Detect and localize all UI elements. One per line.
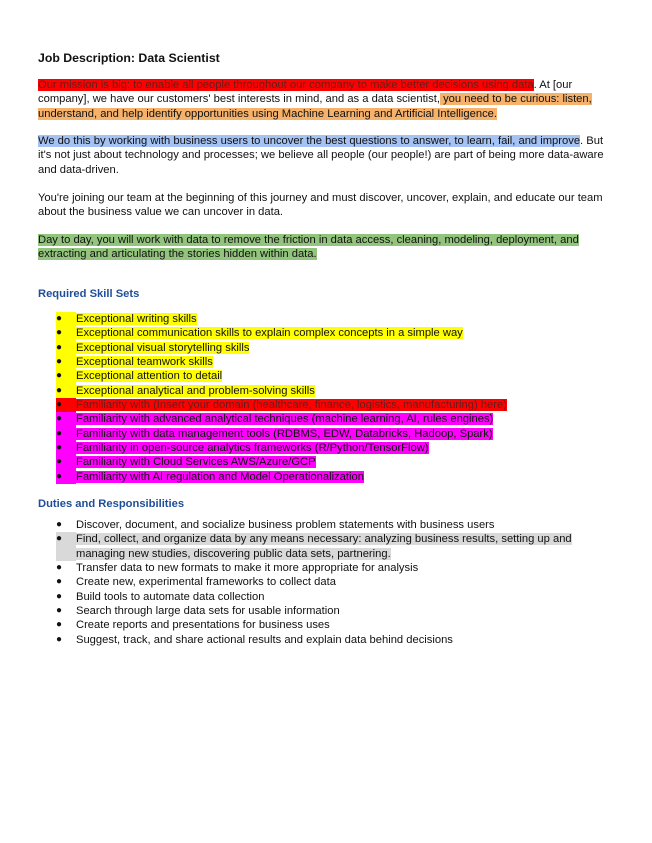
bullet-icon: ● [56,327,63,339]
bullet-icon: ● [56,413,63,425]
skill-item-text: Familiarity with AI regulation and Model Operationalization [76,470,364,483]
mission-highlight-red: Our mission is big: to enable all people throughout our company to make better decisions using data [38,79,534,91]
mission-highlight-orange: you need to be curious: listen, understand, and help identify opportunities using Machine Learning and Artificial Intelligence. [38,93,592,120]
skill-item [38,398,618,412]
skill-item [38,355,618,369]
skill-item [38,470,618,484]
skills-list [38,312,618,484]
skill-item [38,427,618,441]
day-to-day-paragraph [38,233,618,262]
duty-item [38,518,618,532]
skill-item-text: Exceptional teamwork skills [76,356,213,369]
skill-item-text: Exceptional communication skills to explain complex concepts in a simple way [76,327,463,340]
bullet-icon: ● [56,399,63,411]
skill-item-text: Exceptional analytical and problem-solving skills [76,384,315,397]
bullet-icon: ● [56,470,63,482]
skill-item [38,312,618,326]
duty-item [38,532,618,561]
duty-item [38,575,618,589]
approach-text: . But it's not just about technology and processes; we believe all people (our people!) are part of being more data-aware and data-driven. [38,135,604,176]
skill-item-text: Familiarity with Cloud Services AWS/Azure/GCP [76,456,316,469]
skill-item-text: Exceptional visual storytelling skills [76,341,250,354]
day-to-day-highlight-green: Day to day, you will work with data to remove the friction in data access, cleaning, modeling, deployment, and extracting and articulating the stories hidden within data. [38,234,579,261]
bullet-icon: ● [56,576,63,588]
bullet-icon: ● [56,633,63,645]
duties-list [38,518,618,647]
bullet-icon: ● [56,427,63,439]
skill-item-text: Exceptional writing skills [76,313,197,325]
skill-item [38,326,618,340]
duties-heading: Duties and Responsibilities [38,498,185,510]
document-title: Job Description: Data Scientist [38,51,220,65]
skill-item [38,369,618,383]
approach-highlight-blue: We do this by working with business users to uncover the best questions to answer, to learn, fail, and improve [38,135,581,147]
bullet-icon: ● [56,619,63,631]
bullet-icon: ● [56,356,63,368]
skill-item-text: Exceptional attention to detail [76,370,223,383]
skill-item-text: Familiarity in open-source analytics frameworks (R/Python/TensorFlow) [76,442,429,455]
duty-item-text: Discover, document, and socialize business problem statements with business users [76,519,495,531]
duty-item [38,561,618,575]
bullet-icon: ● [56,384,63,396]
bullet-icon: ● [56,442,63,454]
bullet-icon: ● [56,456,63,468]
approach-paragraph [38,134,618,177]
bullet-icon: ● [56,519,63,530]
duty-item-text: Create new, experimental frameworks to collect data [76,576,336,589]
duty-item-text: Build tools to automate data collection [76,590,265,603]
bullet-icon: ● [56,313,63,324]
mission-paragraph [38,78,618,121]
skill-item [38,412,618,426]
duty-item [38,618,618,632]
bullet-icon: ● [56,590,63,602]
skill-item-text: Familiarity with data management tools (RDBMS, EDW, Databricks, Hadoop, Spark) [76,427,493,440]
duty-item [38,604,618,618]
bullet-icon: ● [56,533,63,545]
duty-item-text: Transfer data to new formats to make it more appropriate for analysis [76,562,419,575]
skill-item-text: Familiarity with (Insert your domain (healthcare, finance, logistics, manufacturing) here) [76,399,507,412]
bullet-icon: ● [56,370,63,382]
duty-item [38,590,618,604]
skill-item-text: Familiarity with advanced analytical techniques (machine learning, AI, rules engines) [76,413,494,426]
bullet-icon: ● [56,562,63,574]
duty-item [38,633,618,647]
skill-item [38,441,618,455]
journey-paragraph: You're joining our team at the beginning of this journey and must discover, uncover, explain, and educate our team about the business value we can uncover in data. [38,192,603,219]
duty-item-text: Create reports and presentations for business uses [76,619,330,632]
duty-item-text: Search through large data sets for usable information [76,605,340,618]
bullet-icon: ● [56,341,63,353]
bullet-icon: ● [56,605,63,617]
skill-item [38,341,618,355]
skills-heading: Required Skill Sets [38,288,140,300]
skill-item [38,455,618,469]
mission-text: . At [our company], we have our customers' best interests in mind, and as a data scientist, [38,79,573,106]
duty-item-text: Find, collect, and organize data by any means necessary: analyzing business results, setting up and managing new studies, discovering public data sets, partnering. [76,533,572,560]
skill-item [38,384,618,398]
duty-item-text: Suggest, track, and share actional results and explain data behind decisions [76,633,453,646]
